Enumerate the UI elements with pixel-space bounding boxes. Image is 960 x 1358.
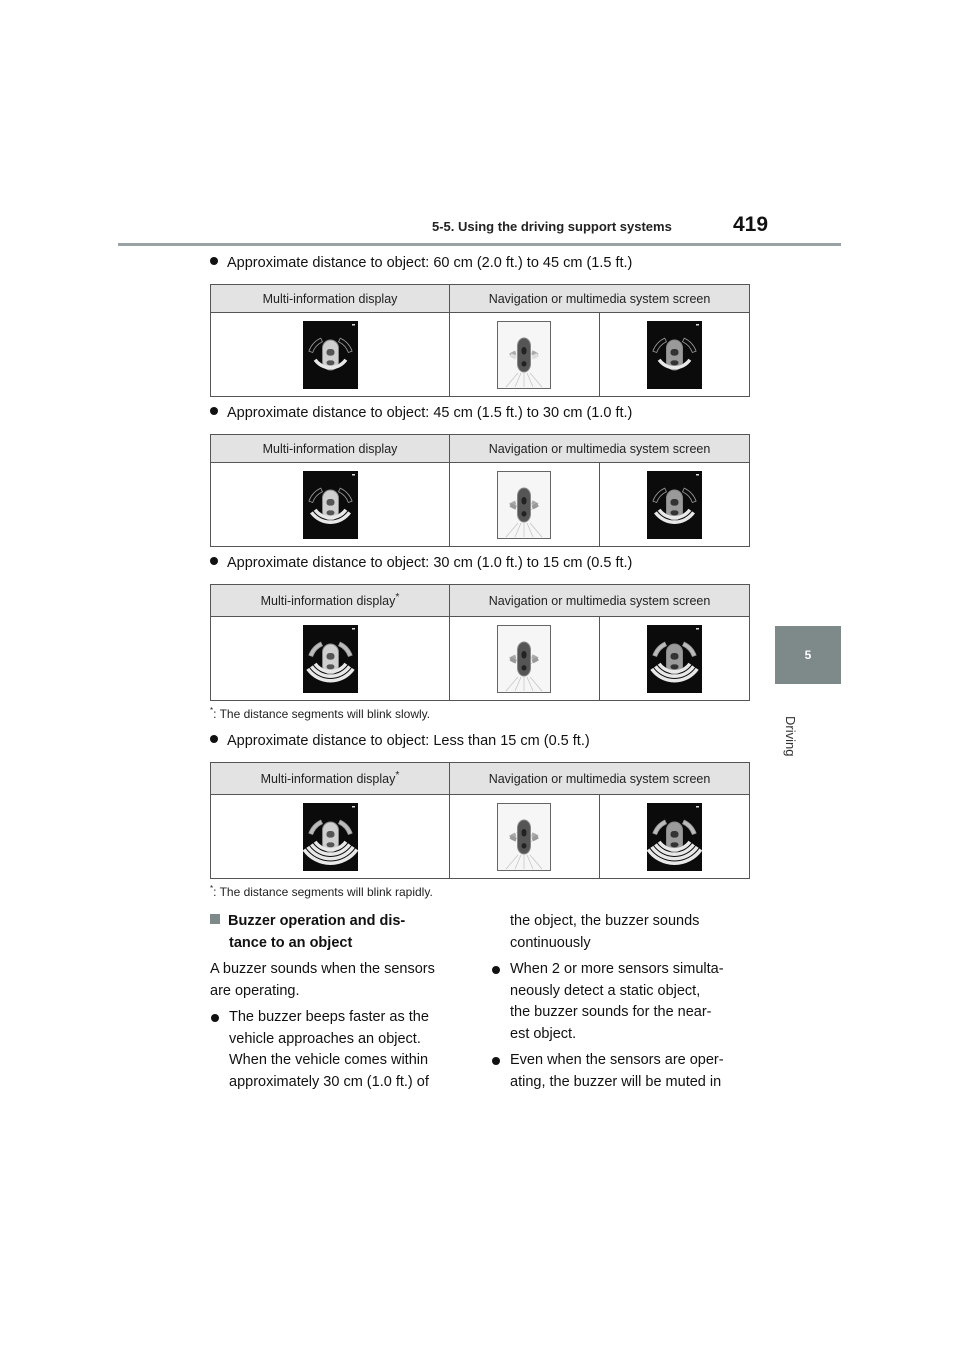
car-windshield — [670, 831, 678, 838]
bullet-icon — [210, 557, 218, 565]
car-rear-window — [522, 511, 527, 516]
car-rear-window — [670, 664, 678, 669]
display-marker — [352, 324, 355, 326]
multimedia-image-cell — [599, 313, 750, 397]
buzzer-subheading: Buzzer operation and dis- — [210, 911, 470, 933]
asterisk-mark: * — [395, 770, 400, 782]
multimedia-image-cell — [599, 463, 750, 547]
bullet-faster-beep: The buzzer beeps faster as the vehicle approaches an object. When the vehicle comes within approximately 30 cm (1.0 ft.) of — [210, 1007, 470, 1093]
bullet-icon — [492, 1057, 500, 1065]
display-marker — [696, 806, 699, 808]
multi-info-image-cell — [211, 313, 450, 397]
intro-line: A buzzer sounds when the sensors — [210, 961, 435, 977]
display-marker — [352, 474, 355, 476]
parking-sensor-display-icon — [303, 625, 358, 693]
parking-sensor-display-icon — [647, 321, 702, 389]
parking-sensor-display-icon — [647, 625, 702, 693]
page-number: 419 — [733, 213, 769, 236]
continued-line: continuously — [510, 934, 591, 951]
right-column — [491, 911, 761, 1093]
header-navigation-screen: Navigation or multimedia system screen — [450, 435, 750, 463]
multi-info-image-cell — [211, 463, 450, 547]
car-rear-window — [670, 360, 678, 365]
header-rule — [118, 243, 841, 246]
chapter-label: Driving — [783, 716, 798, 757]
car-windshield — [326, 831, 334, 838]
header-navigation-screen: Navigation or multimedia system screen — [450, 285, 750, 313]
car-body — [518, 820, 531, 854]
car-windshield — [522, 347, 527, 354]
header-multi-info-display: Multi-information display — [211, 285, 450, 313]
display-marker — [696, 628, 699, 630]
asterisk-mark: * — [395, 592, 400, 604]
distance-caption: Approximate distance to object: 30 cm (1.0 ft.) to 15 cm (0.5 ft.) — [210, 555, 632, 571]
footnote: *: The distance segments will blink rapidly. — [210, 884, 433, 899]
car-windshield — [522, 829, 527, 836]
parking-sensor-display-icon — [647, 471, 702, 539]
car-body — [518, 642, 531, 676]
bullet-icon — [210, 407, 218, 415]
display-marker — [352, 628, 355, 630]
car-rear-window — [670, 842, 678, 847]
navigation-sensor-display-icon — [497, 803, 551, 871]
distance-caption: Approximate distance to object: 60 cm (2.0 ft.) to 45 cm (1.5 ft.) — [210, 255, 632, 271]
car-rear-window — [326, 842, 334, 847]
car-rear-window — [670, 510, 678, 515]
header-navigation-screen: Navigation or multimedia system screen — [450, 763, 750, 795]
bullet-buzzer-muted: Even when the sensors are oper- ating, the buzzer will be muted in — [491, 1050, 761, 1093]
multi-info-image-cell — [211, 617, 450, 701]
car-rear-window — [326, 360, 334, 365]
car-windshield — [670, 349, 678, 356]
multi-info-image-cell — [211, 795, 450, 879]
display-marker — [696, 324, 699, 326]
continued-line: the object, the buzzer sounds — [510, 913, 700, 929]
car-windshield — [326, 653, 334, 660]
distance-display-table — [210, 584, 750, 701]
header-multi-info-display: Multi-information display* — [211, 585, 450, 617]
distance-caption: Approximate distance to object: 45 cm (1.5 ft.) to 30 cm (1.0 ft.) — [210, 405, 632, 421]
car-windshield — [670, 653, 678, 660]
navigation-image-cell — [450, 463, 599, 547]
bullet-icon — [210, 257, 218, 265]
section-square-icon — [210, 914, 220, 924]
section-title: 5-5. Using the driving support systems — [432, 219, 672, 234]
distance-caption: Approximate distance to object: Less than 15 cm (0.5 ft.) — [210, 733, 590, 749]
navigation-image-cell — [450, 795, 599, 879]
chapter-tab — [775, 626, 841, 684]
distance-display-table — [210, 434, 750, 547]
car-rear-window — [326, 664, 334, 669]
bullet-icon — [210, 735, 218, 743]
navigation-image-cell — [450, 313, 599, 397]
buzzer-subheading-cont: tance to an object — [229, 934, 353, 951]
navigation-sensor-display-icon — [497, 321, 551, 389]
multimedia-image-cell — [599, 795, 750, 879]
footnote: *: The distance segments will blink slowly. — [210, 706, 431, 721]
car-rear-window — [326, 510, 334, 515]
asterisk-mark: * — [210, 884, 214, 893]
car-windshield — [670, 499, 678, 506]
navigation-image-cell — [450, 617, 599, 701]
parking-sensor-display-icon — [303, 803, 358, 871]
car-body — [518, 488, 531, 522]
car-rear-window — [522, 665, 527, 670]
distance-display-table — [210, 762, 750, 879]
intro-line: are operating. — [210, 982, 300, 999]
car-body — [518, 338, 531, 372]
parking-sensor-display-icon — [647, 803, 702, 871]
distance-display-table — [210, 284, 750, 397]
display-marker — [696, 474, 699, 476]
car-windshield — [326, 349, 334, 356]
parking-sensor-display-icon — [303, 471, 358, 539]
left-column — [210, 911, 470, 1093]
header-multi-info-display: Multi-information display* — [211, 763, 450, 795]
chapter-number: 5 — [804, 648, 812, 662]
multimedia-image-cell — [599, 617, 750, 701]
bullet-icon — [492, 966, 500, 974]
navigation-sensor-display-icon — [497, 471, 551, 539]
car-rear-window — [522, 843, 527, 848]
navigation-sensor-display-icon — [497, 625, 551, 693]
header-multi-info-display: Multi-information display — [211, 435, 450, 463]
bullet-multiple-sensors: When 2 or more sensors simulta- neously detect a static object, the buzzer sounds for the near- est object. — [491, 959, 761, 1045]
bullet-icon — [211, 1014, 219, 1022]
display-marker — [352, 806, 355, 808]
header-navigation-screen: Navigation or multimedia system screen — [450, 585, 750, 617]
car-rear-window — [522, 361, 527, 366]
parking-sensor-display-icon — [303, 321, 358, 389]
car-windshield — [522, 651, 527, 658]
asterisk-mark: * — [210, 706, 214, 715]
car-windshield — [326, 499, 334, 506]
car-windshield — [522, 497, 527, 504]
